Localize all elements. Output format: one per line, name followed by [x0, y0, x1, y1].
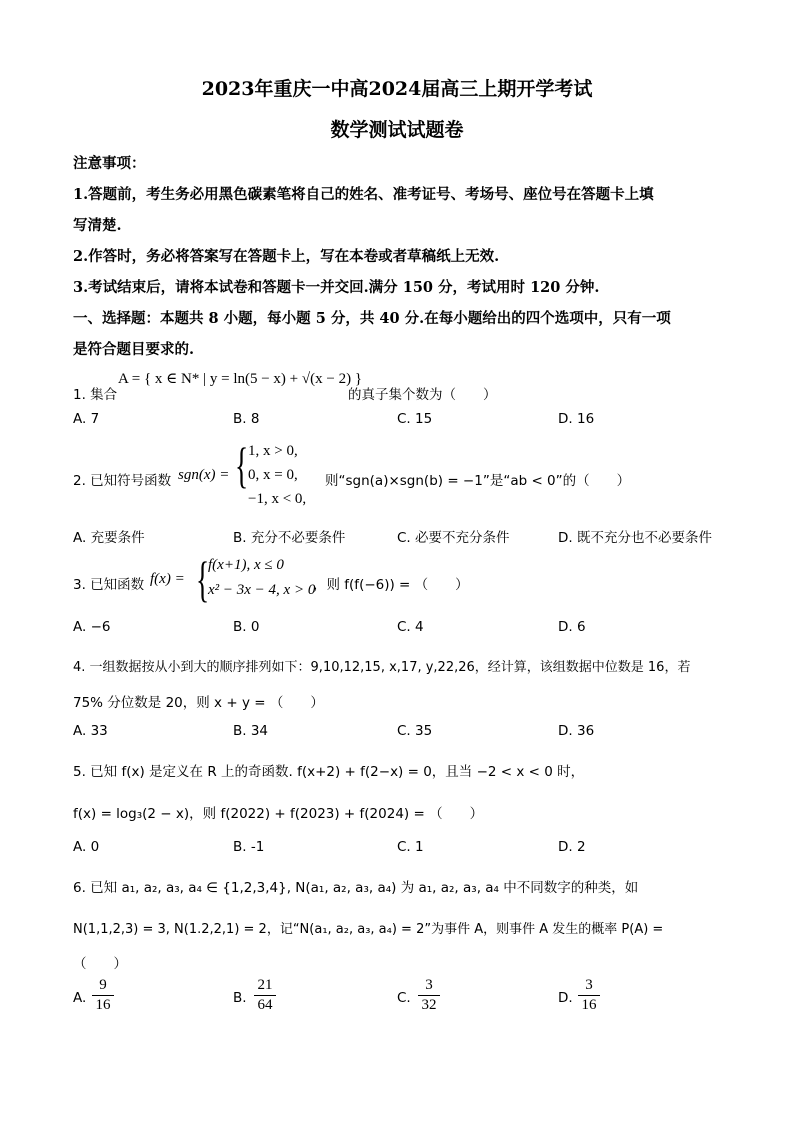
q5-line1: 5. 已知 f(x) 是定义在 R 上的奇函数. f(x+2) + f(2−x) = 0，且当 −2 < x < 0 时， [73, 764, 585, 780]
q6-option-b-label: B. [233, 990, 247, 1006]
q6-option-c-label: C. [397, 990, 411, 1006]
q2-option-c: C. 必要不充分条件 [397, 530, 510, 546]
q2-option-b: B. 充分不必要条件 [233, 530, 346, 546]
notice-item-1: 1.答题前，考生务必用黑色碳素笔将自己的姓名、准考证号、考场号、座位号在答题卡上填 [73, 186, 654, 203]
q4-line2: 75% 分位数是 20，则 x + y = （ ） [73, 695, 324, 711]
q1-prefix: 1. 集合 [73, 387, 118, 403]
exam-subtitle: 数学测试试题卷 [330, 119, 464, 141]
q4-line1: 4. 一组数据按从小到大的顺序排列如下：9,10,12,15, x,17, y,22,26，经计算，该组数据中位数是 16，若 [73, 660, 691, 675]
q5-line2: f(x) = log₃(2 − x)，则 f(2022) + f(2023) + f(2024) = （ ） [73, 806, 484, 822]
q3-option-d: D. 6 [558, 619, 586, 635]
q3-suffix: ，则 f(f(−6)) = （ ） [313, 577, 469, 593]
q3-function: f(x) = [150, 571, 185, 587]
q3-case-1: f(x+1), x ≤ 0 [208, 557, 284, 573]
q6-option-a-denominator: 16 [95, 997, 111, 1013]
notice-heading: 注意事项： [73, 155, 146, 172]
q3-option-a: A. −6 [73, 619, 111, 635]
q6-option-d-numerator: 3 [585, 977, 593, 993]
q3-option-c: C. 4 [397, 619, 424, 635]
q3-brace: { [196, 551, 210, 607]
q1-suffix: 的真子集个数为（ ） [348, 387, 497, 403]
q2-case-3: −1, x < 0, [248, 491, 307, 507]
q6-option-b-fraction [254, 976, 276, 1014]
q3-prefix: 3. 已知函数 [73, 577, 145, 593]
q6-option-a-fraction [92, 976, 114, 1014]
q6-option-a-numerator: 9 [99, 977, 107, 993]
q6-line2: N(1,1,2,3) = 3, N(1.2,2,1) = 2，记“N(a₁, a₂, a₃, a₄) = 2”为事件 A，则事件 A 发生的概率 P(A) = [73, 922, 664, 937]
q6-line3: （ ） [73, 956, 127, 972]
q4-option-a: A. 33 [73, 723, 108, 739]
q3-case-2: x² − 3x − 4, x > 0 [208, 582, 316, 598]
q2-option-a: A. 充要条件 [73, 530, 145, 546]
q6-option-c-numerator: 3 [425, 977, 433, 993]
q6-option-c-denominator: 32 [421, 997, 437, 1013]
q1-option-a: A. 7 [73, 411, 100, 427]
section-header-line2: 是符合题目要求的. [73, 341, 195, 358]
q2-option-d: D. 既不充分也不必要条件 [558, 530, 712, 546]
q2-case-2: 0, x = 0, [248, 467, 298, 483]
q5-option-a: A. 0 [73, 839, 100, 855]
exam-title: 2023年重庆一中高2024届高三上期开学考试 [201, 78, 593, 100]
q5-option-d: D. 2 [558, 839, 586, 855]
q2-function: sgn(x) = [178, 467, 230, 483]
q6-option-a-label: A. [73, 990, 87, 1006]
q3-option-b: B. 0 [233, 619, 260, 635]
section-header-line1: 一、选择题：本题共 8 小题，每小题 5 分，共 40 分.在每小题给出的四个选项中，只有一项 [73, 310, 671, 327]
q2-prefix: 2. 已知符号函数 [73, 473, 172, 489]
q1-option-d: D. 16 [558, 411, 595, 427]
q1-option-b: B. 8 [233, 411, 260, 427]
q1-option-c: C. 15 [397, 411, 433, 427]
q6-option-d-fraction [578, 976, 600, 1014]
notice-item-1-cont: 写清楚. [73, 217, 122, 234]
q6-option-d-label: D. [558, 990, 573, 1006]
q4-option-b: B. 34 [233, 723, 269, 739]
notice-item-3: 3.考试结束后，请将本试卷和答题卡一并交回.满分 150 分，考试用时 120 分钟. [73, 279, 600, 296]
q4-option-c: C. 35 [397, 723, 433, 739]
q5-option-b: B. -1 [233, 839, 265, 855]
q2-brace: { [235, 437, 249, 493]
q2-condition: 则“sgn(a)×sgn(b) = −1”是“ab < 0”的（ ） [325, 473, 631, 489]
q6-option-b-denominator: 64 [257, 997, 273, 1013]
q1-set-expression: A = { x ∈ N* | y = ln(5 − x) + √(x − 2) } [118, 371, 363, 387]
q6-option-c-fraction [418, 976, 440, 1014]
q6-option-b-numerator: 21 [257, 977, 273, 993]
q6-line1: 6. 已知 a₁, a₂, a₃, a₄ ∈ {1,2,3,4}, N(a₁, a₂, a₃, a₄) 为 a₁, a₂, a₃, a₄ 中不同数字的种类，如 [73, 880, 639, 896]
q2-case-1: 1, x > 0, [248, 443, 298, 459]
q5-option-c: C. 1 [397, 839, 424, 855]
q6-option-d-denominator: 16 [581, 997, 597, 1013]
q4-option-d: D. 36 [558, 723, 595, 739]
notice-item-2: 2.作答时，务必将答案写在答题卡上，写在本卷或者草稿纸上无效. [73, 248, 500, 265]
